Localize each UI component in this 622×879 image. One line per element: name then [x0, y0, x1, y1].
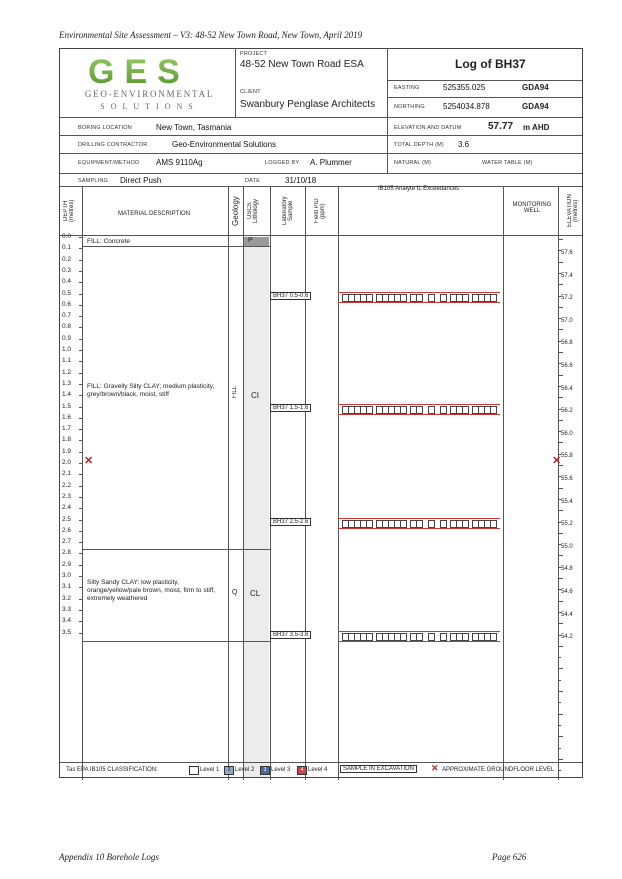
- depth-tick: 1.8: [62, 436, 72, 444]
- depth-tick-mark: [79, 294, 82, 295]
- depth-tick-mark: [79, 621, 82, 622]
- depth-tick-mark: [79, 531, 82, 532]
- depth-tick: 0.2: [62, 255, 72, 263]
- easting-label: EASTING: [394, 85, 420, 91]
- elevation-minor-tick: [558, 273, 561, 274]
- exceedance-row: [338, 292, 500, 303]
- sample-2: BH37 1.5-1.6: [270, 404, 311, 412]
- elevation-minor-tick: [558, 262, 563, 263]
- exceedance-cell: [462, 406, 469, 414]
- legend-level4-box: 4: [297, 766, 307, 775]
- water-table-label: WATER TABLE (M): [482, 160, 533, 166]
- exceedance-cell: [462, 294, 469, 302]
- elevation-minor-tick: [558, 499, 561, 500]
- exceedance-row: [338, 518, 500, 529]
- page-footer-left: Appendix 10 Borehole Logs: [59, 852, 159, 862]
- elevation-minor-tick: [558, 623, 563, 624]
- elevation-minor-tick: [558, 668, 563, 669]
- elevation-minor-tick: [558, 612, 561, 613]
- depth-tick-mark: [79, 463, 82, 464]
- col-pid: Field PID (ppm): [314, 198, 326, 224]
- depth-tick-mark: [79, 350, 82, 351]
- depth-tick: 2.6: [62, 526, 72, 534]
- elevation-minor-tick: [558, 725, 561, 726]
- groundfloor-marker-right: ✕: [552, 455, 562, 467]
- exceedance-cell: [400, 520, 407, 528]
- sample-1: BH37 0.5-0.6: [270, 292, 311, 300]
- elevation-minor-tick: [558, 770, 561, 771]
- elevation-minor-tick: [558, 341, 561, 342]
- depth-tick-mark: [79, 271, 82, 272]
- depth-tick: 2.3: [62, 492, 72, 500]
- col-exceed: IB105 Analyte IL Exceedances: [378, 186, 460, 192]
- exceedance-cell: [428, 406, 435, 414]
- elevation-minor-tick: [558, 657, 561, 658]
- northing-label: NORTHING: [394, 104, 425, 110]
- natural-label: NATURAL (M): [394, 160, 432, 166]
- elevation-tick: 55.6: [561, 476, 573, 482]
- elevation-minor-tick: [558, 578, 563, 579]
- easting-value: 525355.025: [443, 83, 486, 92]
- elevation-minor-tick: [558, 680, 561, 681]
- elevation-minor-tick: [558, 476, 561, 477]
- elevation-minor-tick: [558, 567, 561, 568]
- elevation-tick: 55.2: [561, 521, 573, 528]
- elevation-tick: 57.2: [561, 295, 573, 302]
- exceedance-cell: [490, 520, 497, 528]
- depth-tick-mark: [79, 327, 82, 328]
- elevation-tick: 56.8: [561, 340, 573, 347]
- boring-location-value: New Town, Tasmania: [156, 123, 232, 132]
- elevation-minor-tick: [558, 589, 561, 590]
- depth-tick: 1.1: [62, 357, 72, 365]
- exceedance-cell: [440, 406, 447, 414]
- logged-by-label: LOGGED BY: [265, 160, 300, 166]
- elevation-minor-tick: [558, 759, 563, 760]
- depth-tick-mark: [79, 440, 82, 441]
- exceedance-cell: [416, 294, 423, 302]
- sample-3: BH37 2.5-2.6: [270, 518, 311, 526]
- depth-tick: 1.5: [62, 402, 72, 410]
- depth-tick-mark: [79, 542, 82, 543]
- depth-tick-mark: [79, 599, 82, 600]
- elevation-minor-tick: [558, 397, 563, 398]
- depth-tick-mark: [79, 395, 82, 396]
- elevation-tick: 55.8: [561, 453, 573, 460]
- elevation-minor-tick: [558, 714, 563, 715]
- depth-tick: 0.3: [62, 266, 72, 274]
- depth-tick: 0.0: [62, 233, 72, 240]
- layer-3-uscs: CL: [250, 589, 261, 598]
- exceedance-cell: [440, 520, 447, 528]
- easting-datum: GDA94: [522, 83, 549, 92]
- depth-tick: 1.0: [62, 346, 72, 353]
- elevation-label: ELEVATION AND DATUM: [394, 125, 462, 131]
- depth-tick-mark: [79, 576, 82, 577]
- exceedance-cell: [428, 520, 435, 528]
- elevation-tick: 55.0: [561, 543, 573, 550]
- legend-level2: Level 2: [235, 767, 255, 773]
- depth-tick-mark: [79, 474, 82, 475]
- elevation-unit: m AHD: [523, 123, 550, 132]
- date-label: DATE: [245, 178, 261, 184]
- depth-tick-mark: [79, 520, 82, 521]
- elevation-tick: 57.0: [561, 317, 573, 324]
- depth-tick-mark: [79, 339, 82, 340]
- legend-level3: Level 3: [271, 767, 291, 773]
- depth-tick-mark: [79, 407, 82, 408]
- depth-tick-mark: [79, 373, 82, 374]
- exceedance-cell: [462, 633, 469, 641]
- depth-tick: 2.9: [62, 560, 72, 568]
- borehole-log-sheet: [59, 48, 583, 778]
- exceedance-cell: [428, 633, 435, 641]
- logo-mark: GES: [88, 53, 208, 87]
- depth-tick: 1.4: [62, 391, 72, 399]
- depth-tick-mark: [79, 486, 82, 487]
- elevation-minor-tick: [558, 442, 563, 443]
- depth-tick-mark: [79, 633, 82, 634]
- depth-tick: 2.8: [62, 549, 72, 557]
- client-label: CLIENT: [240, 89, 261, 95]
- elevation-minor-tick: [558, 352, 563, 353]
- col-elevation: ELEVATION (metres): [567, 194, 579, 228]
- exceedance-cell: [366, 406, 373, 414]
- depth-tick: 3.3: [62, 605, 72, 613]
- elevation-tick: 56.4: [561, 385, 573, 392]
- elevation-tick: 57.6: [561, 250, 573, 256]
- elevation-tick: 54.4: [561, 611, 573, 618]
- date-value: 31/10/18: [285, 176, 317, 185]
- legend-sample: SAMPLE IN EXCAVATION: [340, 765, 417, 773]
- elevation-minor-tick: [558, 386, 561, 387]
- col-depth: DEPTH (metres): [63, 199, 75, 223]
- legend-marker: ✕: [431, 763, 439, 773]
- elevation-minor-tick: [558, 375, 563, 376]
- exceedance-cell: [416, 406, 423, 414]
- depth-tick: 1.2: [62, 368, 72, 376]
- exceedance-row: [338, 631, 500, 642]
- project-value: 48-52 New Town Road ESA: [240, 59, 364, 70]
- depth-tick-mark: [79, 452, 82, 453]
- depth-tick: 1.3: [62, 379, 72, 387]
- exceedance-cell: [400, 406, 407, 414]
- depth-tick: 3.1: [62, 583, 72, 591]
- depth-tick: 2.7: [62, 538, 72, 546]
- exceedance-cell: [400, 294, 407, 302]
- depth-tick-mark: [79, 361, 82, 362]
- exceedance-row: [338, 404, 500, 415]
- depth-tick-mark: [79, 497, 82, 498]
- depth-tick-mark: [79, 418, 82, 419]
- total-depth-label: TOTAL DEPTH (M): [394, 142, 444, 148]
- exceedance-cell: [428, 294, 435, 302]
- depth-tick-mark: [79, 565, 82, 566]
- layer-2-geology: FILL: [232, 386, 238, 399]
- elevation-minor-tick: [558, 601, 563, 602]
- ges-logo: [60, 49, 235, 117]
- depth-tick: 0.4: [62, 278, 72, 286]
- equipment-value: AMS 9110Ag: [156, 158, 203, 167]
- elevation-minor-tick: [558, 691, 563, 692]
- logged-by-value: A. Plummer: [310, 158, 352, 167]
- elevation-minor-tick: [558, 555, 563, 556]
- layer-2-desc: FILL: Gravelly Silty CLAY; medium plasticity, grey/brown/black, moist, stiff: [87, 383, 215, 398]
- depth-tick-mark: [79, 610, 82, 611]
- depth-tick-mark: [79, 248, 82, 249]
- elevation-minor-tick: [558, 522, 561, 523]
- elevation-minor-tick: [558, 239, 563, 240]
- exceedance-cell: [462, 520, 469, 528]
- legend-ground: APPROXIMATE GROUNDFLOOR LEVEL: [442, 767, 555, 773]
- depth-tick: 1.7: [62, 425, 72, 433]
- exceedance-cell: [400, 633, 407, 641]
- depth-tick-mark: [79, 587, 82, 588]
- drilling-contractor-value: Geo-Environmental Solutions: [172, 140, 277, 149]
- depth-tick: 0.7: [62, 312, 72, 320]
- depth-tick: 1.9: [62, 447, 72, 455]
- depth-tick-mark: [79, 553, 82, 554]
- northing-value: 5254034.878: [443, 102, 490, 111]
- elevation-minor-tick: [558, 544, 561, 545]
- depth-tick: 0.6: [62, 300, 72, 308]
- depth-tick-mark: [79, 260, 82, 261]
- elevation-value: 57.77: [488, 121, 514, 132]
- legend-level4: Level 4: [308, 767, 328, 773]
- elevation-tick: 54.2: [561, 634, 573, 641]
- col-lab: Laboratory Sample: [282, 196, 294, 226]
- elevation-minor-tick: [558, 296, 561, 297]
- depth-tick-mark: [79, 508, 82, 509]
- depth-tick: 3.2: [62, 594, 72, 602]
- exceedance-cell: [366, 520, 373, 528]
- depth-tick-mark: [79, 237, 82, 238]
- drilling-contractor-label: DRILLING CONTRACTOR: [78, 142, 148, 148]
- exceedance-cell: [440, 633, 447, 641]
- elevation-minor-tick: [558, 420, 563, 421]
- equipment-label: EQUIPMENT/METHOD: [78, 160, 140, 166]
- depth-tick-mark: [79, 429, 82, 430]
- depth-tick: 0.9: [62, 334, 72, 342]
- elevation-minor-tick: [558, 748, 561, 749]
- elevation-minor-tick: [558, 736, 563, 737]
- col-material: MATERIAL DESCRIPTION: [118, 211, 191, 217]
- depth-tick: 2.0: [62, 459, 72, 466]
- col-well: MONITORING WELL: [512, 202, 552, 214]
- legend-title: Tas EPA IB105 CLASSIFICATION:: [66, 767, 158, 773]
- elevation-tick: 54.6: [561, 589, 573, 595]
- elevation-minor-tick: [558, 510, 563, 511]
- groundfloor-marker-left: ✕: [84, 455, 94, 467]
- depth-tick: 2.1: [62, 470, 72, 478]
- elevation-tick: 57.4: [561, 272, 573, 279]
- project-label: PROJECT: [240, 51, 268, 57]
- elevation-tick: 56.0: [561, 430, 573, 437]
- elevation-tick: 56.2: [561, 408, 573, 415]
- page-header: Environmental Site Assessment – V3: 48-52 New Town Road, New Town, April 2019: [59, 30, 363, 40]
- layer-3-geology: Q: [232, 589, 238, 596]
- elevation-tick: 54.8: [561, 566, 573, 573]
- depth-tick: 2.2: [62, 481, 72, 489]
- page-footer-right: Page 626: [492, 852, 527, 862]
- elevation-minor-tick: [558, 363, 561, 364]
- col-uscs: USCS Lithology: [247, 198, 259, 224]
- boring-location-label: BORING LOCATION: [78, 125, 132, 131]
- exceedance-cell: [490, 406, 497, 414]
- elevation-minor-tick: [558, 488, 563, 489]
- col-geology: Geology: [231, 196, 240, 226]
- depth-tick: 2.5: [62, 515, 72, 523]
- elevation-minor-tick: [558, 284, 563, 285]
- depth-tick: 0.8: [62, 323, 72, 331]
- exceedance-cell: [366, 633, 373, 641]
- elevation-minor-tick: [558, 635, 561, 636]
- layer-3-desc: Silty Sandy CLAY: low plasticity, orange/yellow/pale brown, moist, firm to stiff, extremely weathered: [87, 579, 216, 602]
- elevation-minor-tick: [558, 702, 561, 703]
- sampling-label: SAMPLING: [78, 178, 109, 184]
- layer-1-desc: FILL: Concrete: [87, 238, 130, 245]
- depth-tick-mark: [79, 384, 82, 385]
- exceedance-cell: [490, 294, 497, 302]
- layer-2-uscs: CI: [251, 391, 259, 400]
- exceedance-cell: [440, 294, 447, 302]
- logo-line2: SOLUTIONS: [100, 102, 199, 111]
- elevation-minor-tick: [558, 329, 563, 330]
- depth-tick: 1.6: [62, 413, 72, 421]
- depth-tick-mark: [79, 305, 82, 306]
- depth-tick: 3.4: [62, 617, 72, 625]
- exceedance-cell: [490, 633, 497, 641]
- elevation-minor-tick: [558, 431, 561, 432]
- elevation-tick: 56.6: [561, 363, 573, 369]
- elevation-tick: 55.4: [561, 498, 573, 505]
- legend-level1: Level 1: [200, 767, 220, 773]
- depth-tick: 3.0: [62, 572, 72, 579]
- elevation-minor-tick: [558, 307, 563, 308]
- legend-level2-box: 2: [224, 766, 234, 775]
- depth-tick-mark: [79, 282, 82, 283]
- log-title: Log of BH37: [455, 57, 526, 71]
- sampling-value: Direct Push: [120, 176, 162, 185]
- legend-level3-box: 3: [260, 766, 270, 775]
- elevation-minor-tick: [558, 646, 563, 647]
- exceedance-cell: [416, 633, 423, 641]
- depth-tick: 0.5: [62, 289, 72, 297]
- depth-tick: 0.1: [62, 244, 72, 252]
- depth-tick-mark: [79, 316, 82, 317]
- exceedance-cell: [366, 294, 373, 302]
- depth-tick: 3.5: [62, 628, 72, 636]
- logo-line1: GEO-ENVIRONMENTAL: [84, 89, 215, 99]
- layer-1-uscs: P: [248, 237, 253, 244]
- elevation-minor-tick: [558, 533, 563, 534]
- sample-4: BH37 3.5-3.6: [270, 631, 311, 639]
- total-depth-value: 3.6: [458, 140, 470, 149]
- elevation-minor-tick: [558, 409, 561, 410]
- exceedance-cell: [416, 520, 423, 528]
- elevation-minor-tick: [558, 250, 561, 251]
- legend-level1-box: [189, 766, 199, 775]
- elevation-minor-tick: [558, 318, 561, 319]
- northing-datum: GDA94: [522, 102, 549, 111]
- client-value: Swanbury Penglase Architects: [240, 99, 376, 110]
- depth-tick: 2.4: [62, 504, 72, 512]
